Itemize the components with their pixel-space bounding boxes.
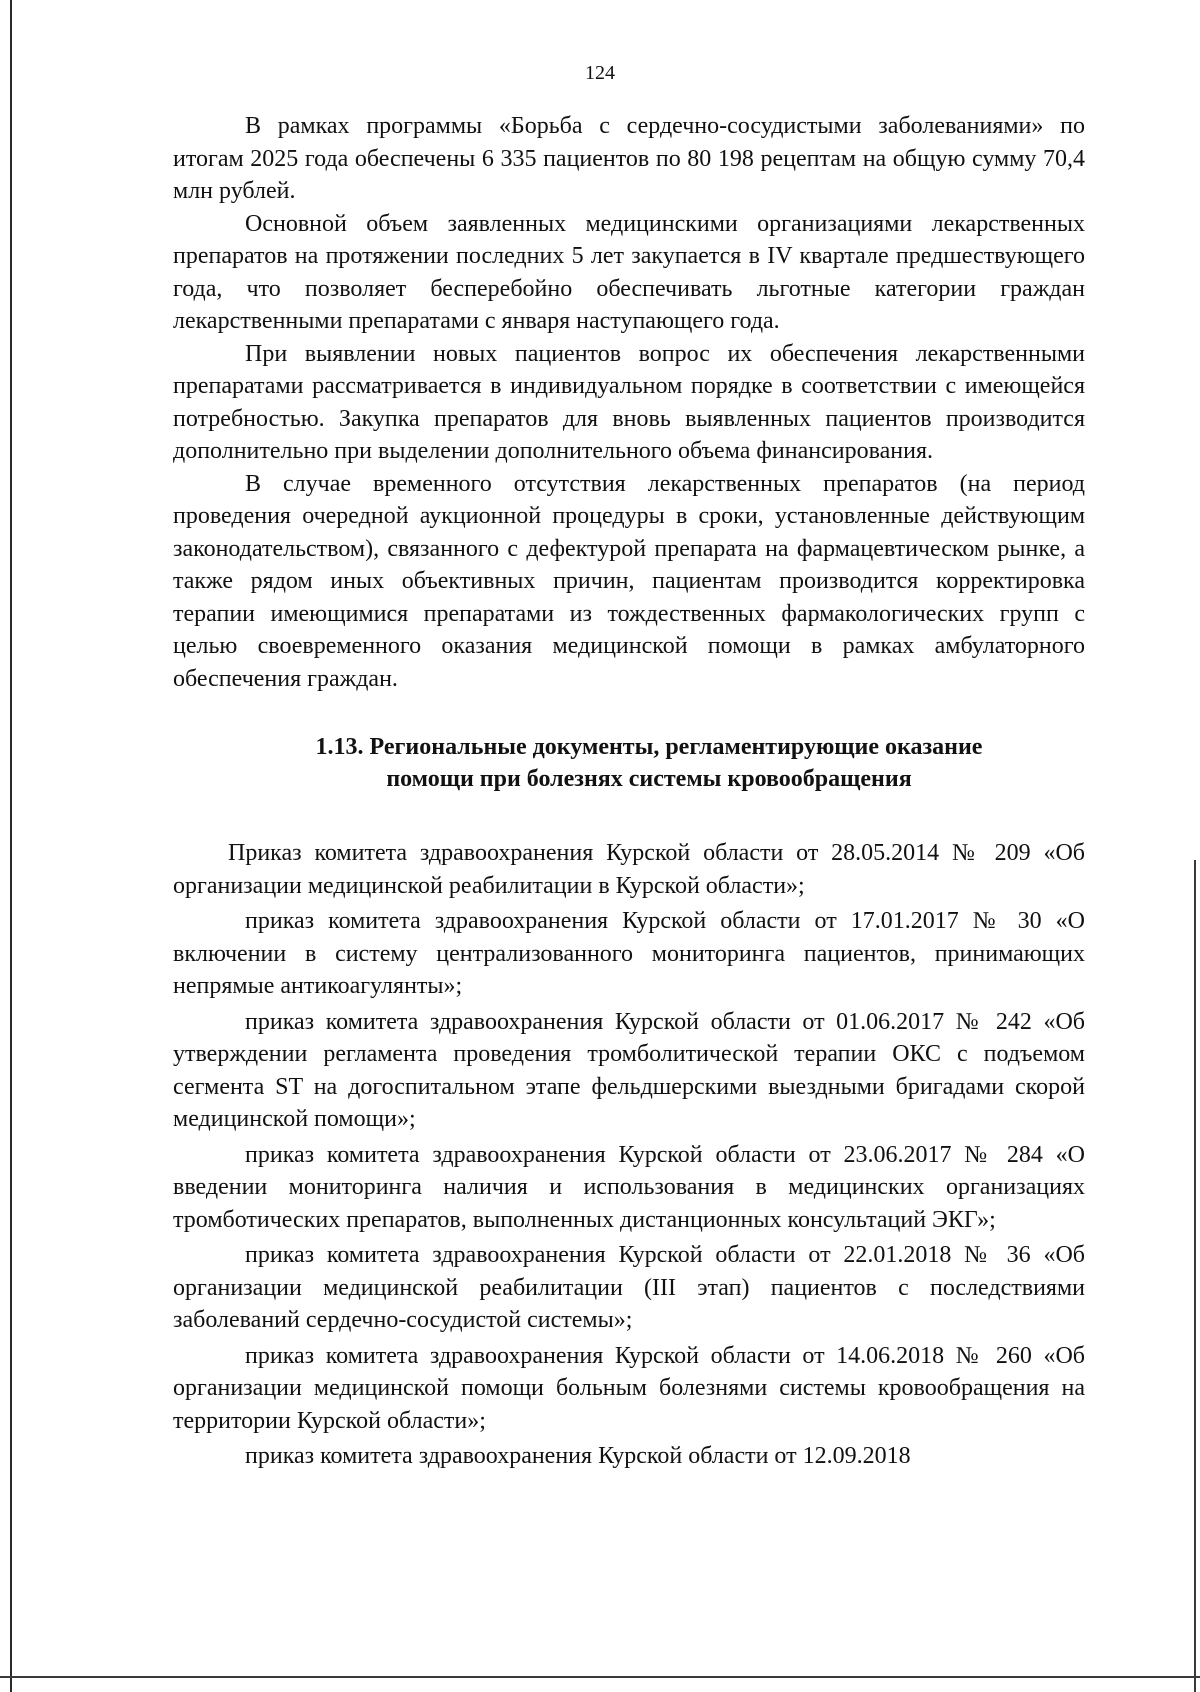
paragraph: В рамках программы «Борьба с сердечно-сосудистыми заболеваниями» по итогам 2025 года обеспечены 6 335 пациентов по 80 198 рецептам на общую сумму 70,4 млн рублей. — [173, 113, 1085, 204]
paragraph: В случае временного отсутствия лекарственных препаратов (на период проведения очередной аукционной процедуры в сроки, установленные действующим законодательством), связанного с дефектурой препарата на фармацевтическом рынке, а также рядом иных объективных причин, пациентам производится корректировка терапии имеющимися препаратами из тождественных фармакологических групп с целью своевременного оказания медицинской помощи в рамках амбулаторного обеспечения граждан. — [173, 470, 1085, 692]
section-heading-line: 1.13. Региональные документы, регламентирующие оказание — [315, 734, 983, 760]
order-item: приказ комитета здравоохранения Курской области от 12.09.2018 — [245, 1443, 911, 1469]
order-item: приказ комитета здравоохранения Курской области от 17.01.2017 № 30 «О включении в систему централизованного мониторинга пациентов, принимающих непрямые антикоагулянты»; — [173, 908, 1085, 999]
paragraph: При выявлении новых пациентов вопрос их обеспечения лекарственными препаратами рассматривается в индивидуальном порядке в соответствии с имеющейся потребностью. Закупка препаратов для вновь выявленных пациентов производится дополнительно при выделении дополнительного объема финансирования. — [173, 340, 1085, 464]
scan-border-left — [10, 0, 12, 1692]
paragraph: Основной объем заявленных медицинскими организациями лекарственных препаратов на протяжении последних 5 лет закупается в IV квартале предшествующего года, что позволяет бесперебойно обеспечивать льготные категории граждан лекарственными препаратами с января наступающего года. — [173, 210, 1085, 334]
page-number: 124 — [585, 62, 615, 84]
scan-border-right — [1194, 860, 1196, 1692]
order-item: приказ комитета здравоохранения Курской области от 01.06.2017 № 242 «Об утверждении регламента проведения тромболитической терапии ОКС с подъемом сегмента ST на догоспитальном этапе фельдшерскими выездными бригадами скорой медицинской помощи»; — [173, 1008, 1085, 1132]
order-item: приказ комитета здравоохранения Курской области от 23.06.2017 № 284 «О введении мониторинга наличия и использования в медицинских организациях тромботических препаратов, выполненных дистанционных консультаций ЭКГ»; — [173, 1141, 1085, 1233]
order-item: приказ комитета здравоохранения Курской области от 14.06.2018 № 260 «Об организации медицинской помощи больным болезнями системы кровообращения на территории Курской области»; — [173, 1342, 1085, 1434]
scan-border-bottom — [0, 1676, 1200, 1678]
order-item: приказ комитета здравоохранения Курской области от 22.01.2018 № 36 «Об организации медицинской реабилитации (III этап) пациентов с последствиями заболеваний сердечно-сосудистой системы»; — [173, 1242, 1085, 1333]
document-body — [173, 110, 1085, 1476]
order-item: Приказ комитета здравоохранения Курской области от 28.05.2014 № 209 «Об организации медицинской реабилитации в Курской области»; — [173, 840, 1085, 899]
section-heading-line: помощи при болезнях системы кровообращения — [386, 766, 912, 792]
section-heading — [173, 731, 1085, 795]
